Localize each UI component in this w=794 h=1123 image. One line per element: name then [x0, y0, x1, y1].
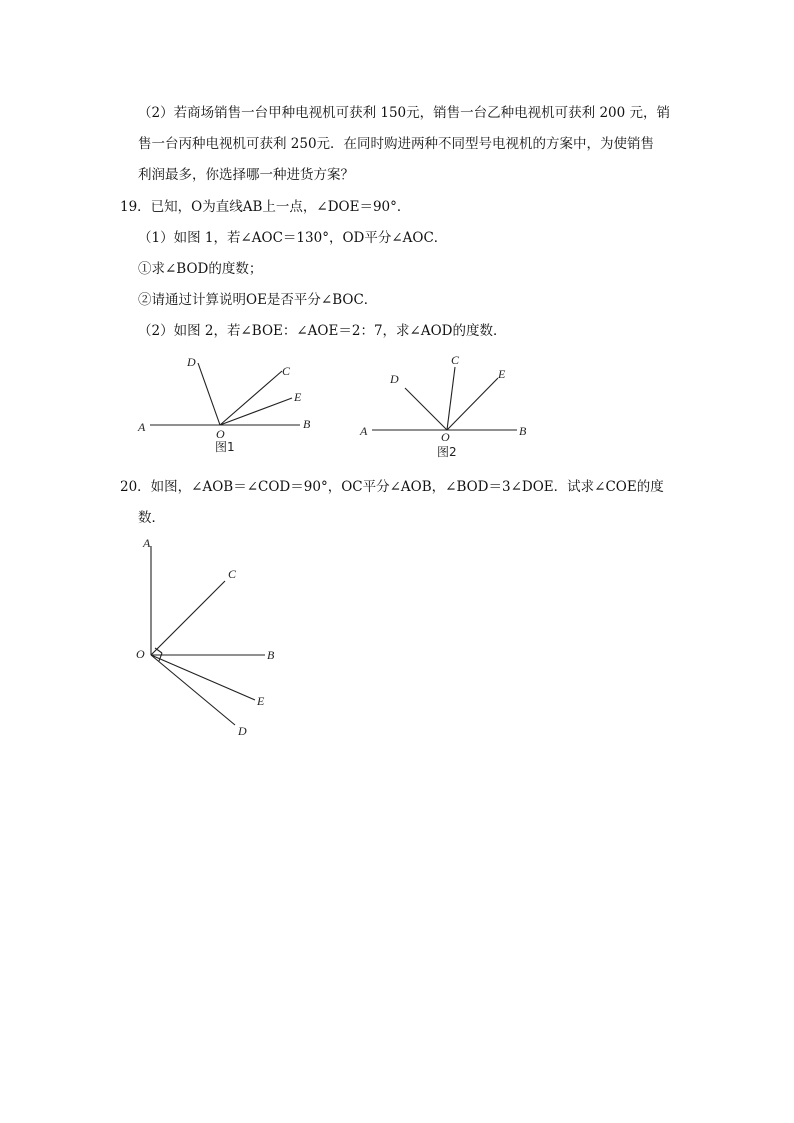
- fig3-label-B: B: [267, 648, 275, 662]
- q19-part1: （1）如图 1，若∠AOC＝130°，OD平分∠AOC．: [138, 230, 448, 246]
- fig2-caption: 图2: [437, 445, 457, 459]
- q19-figure-2: [355, 350, 545, 460]
- fig1-label-O: O: [216, 427, 225, 441]
- fig3-label-O: O: [136, 647, 145, 661]
- q20-figure: [125, 530, 295, 745]
- q19-stem: 19．已知，O为直线AB上一点，∠DOE＝90°．: [120, 199, 411, 215]
- fig2-label-A: A: [360, 424, 368, 438]
- fig1-ray-OC: [220, 371, 282, 425]
- q20-line1: 20．如图，∠AOB＝∠COD＝90°，OC平分∠AOB，∠BOD＝3∠DOE．试求∠COE的度: [120, 479, 664, 495]
- q19-sub2: ②请通过计算说明OE是否平分∠BOC．: [138, 292, 378, 308]
- q19-figure-1: [130, 350, 330, 460]
- fig2-label-C: C: [451, 353, 460, 367]
- q20-line2: 数．: [138, 510, 165, 526]
- q18-part2-line3: 利润最多，你选择哪一种进货方案？: [138, 167, 354, 183]
- fig3-ray-OE: [151, 655, 255, 700]
- fig3-ray-OD: [151, 655, 235, 725]
- fig1-ray-OE: [220, 398, 292, 425]
- fig2-ray-OD: [405, 388, 447, 430]
- fig1-label-D: D: [187, 355, 196, 369]
- q19-part2: （2）如图 2，若∠BOE：∠AOE＝2：7，求∠AOD的度数．: [138, 323, 507, 339]
- fig1-caption: 图1: [215, 440, 235, 454]
- fig2-label-E: E: [498, 367, 506, 381]
- fig1-label-A: A: [138, 420, 146, 434]
- q18-part2-line1: （2）若商场销售一台甲种电视机可获利 150元，销售一台乙种电视机可获利 200 元，销: [138, 105, 670, 121]
- fig2-ray-OE: [447, 378, 498, 430]
- fig2-label-D: D: [390, 372, 399, 386]
- q18-part2-line2: 售一台丙种电视机可获利 250元．在同时购进两种不同型号电视机的方案中，为使销售: [138, 136, 655, 152]
- fig3-label-A: A: [143, 536, 151, 550]
- fig1-ray-OD: [198, 363, 220, 425]
- fig1-label-C: C: [282, 364, 291, 378]
- q19-sub1: ①求∠BOD的度数；: [138, 261, 263, 277]
- fig3-label-C: C: [228, 567, 237, 581]
- fig1-label-B: B: [303, 417, 311, 431]
- fig3-ray-OC: [151, 581, 225, 655]
- fig3-label-D: D: [238, 724, 247, 738]
- fig3-label-E: E: [257, 694, 265, 708]
- fig2-label-B: B: [519, 424, 527, 438]
- fig2-ray-OC: [447, 367, 455, 430]
- fig1-label-E: E: [294, 390, 302, 404]
- fig2-label-O: O: [441, 430, 450, 444]
